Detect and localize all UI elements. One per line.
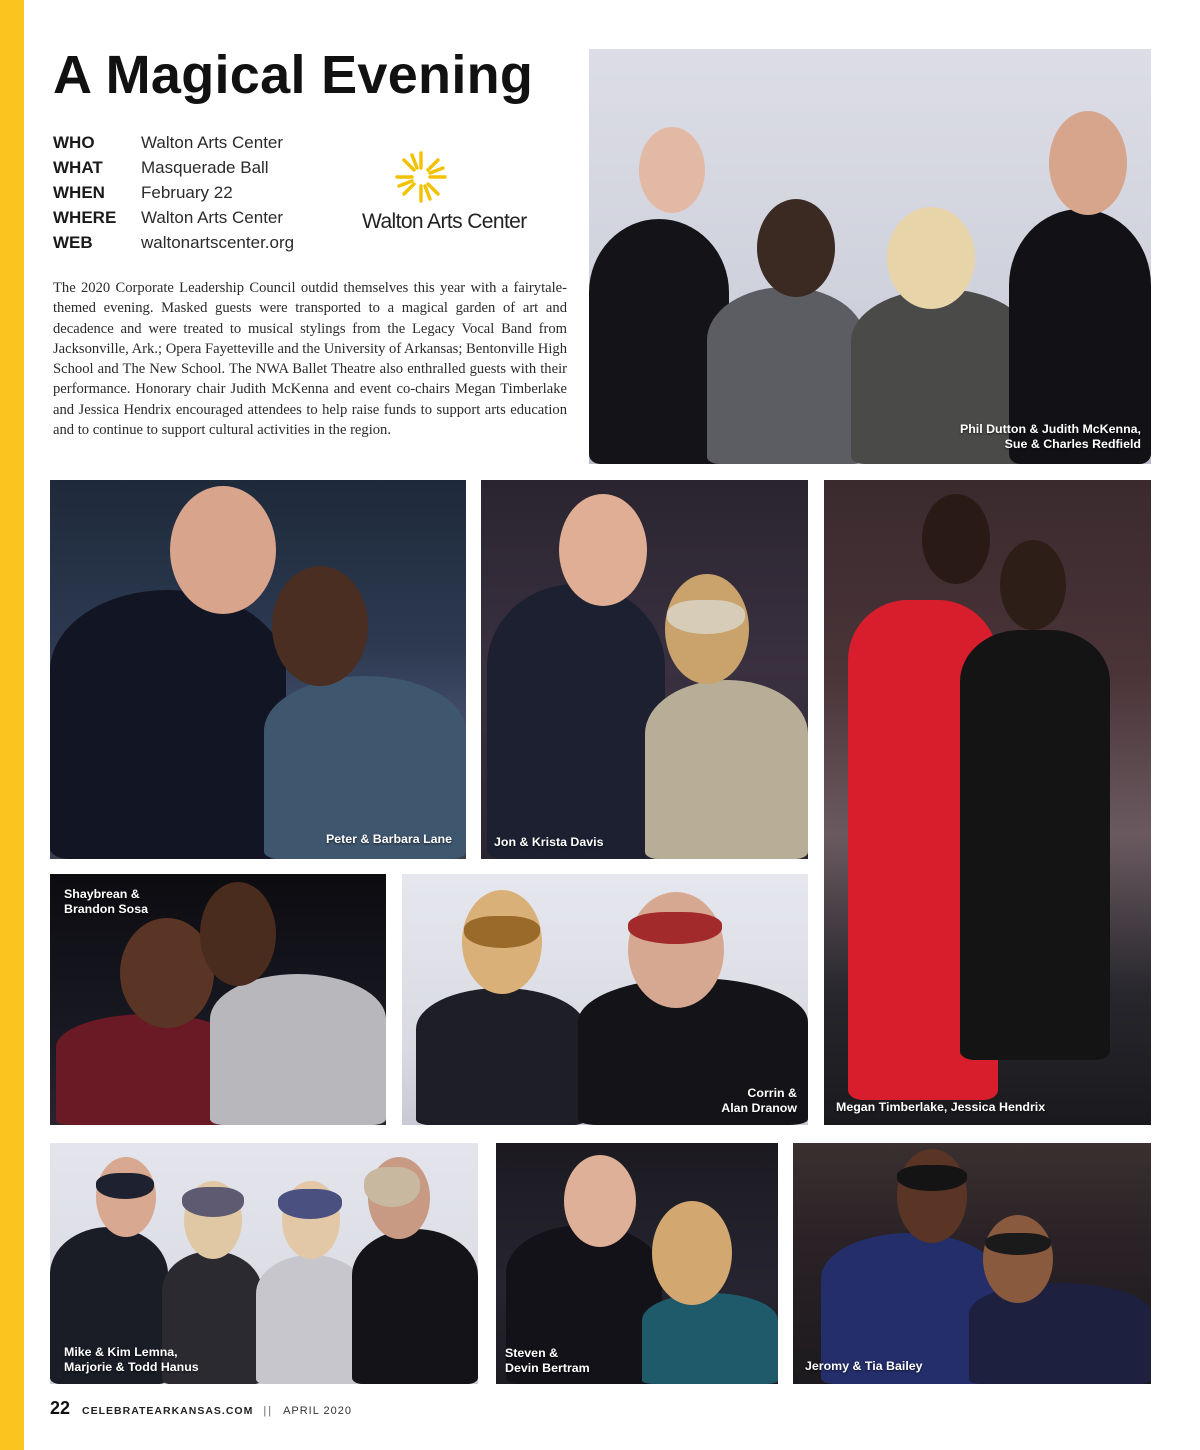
footer-separator: || — [263, 1405, 274, 1417]
photo-caption — [505, 1346, 590, 1376]
guest-head — [564, 1155, 636, 1247]
page-footer — [50, 1398, 352, 1419]
guest-figure — [210, 974, 386, 1125]
masquerade-mask — [96, 1173, 154, 1199]
caption-line: Corrin & — [747, 1086, 797, 1100]
masquerade-mask — [667, 600, 745, 634]
intro-paragraph: The 2020 Corporate Leadership Council outdid themselves this year with a fairytale-themed evening. Masked guests were transported to a magical garden of art and decadence and were treated to musical stylings from the Legacy Vocal Band from Jacksonville, Ark.; Opera Fayetteville and the University of Arkansas; Bentonville High School and The New School. The NWA Ballet Theatre also enthralled guests with their performance. Honorary chair Judith McKenna and event co-chairs Megan Timberlake and Jessica Hendrix encouraged attendees to help raise funds to support arts education and to continue to support cultural activities in the region. — [53, 280, 567, 439]
guest-head — [639, 127, 705, 213]
guest-head — [983, 1215, 1053, 1303]
fact-row-where — [53, 205, 294, 230]
guest-figure — [969, 1283, 1151, 1384]
guest-head — [887, 207, 975, 309]
fact-value: February 22 — [141, 182, 233, 202]
photo-caption — [494, 835, 604, 850]
guest-figure — [256, 1255, 366, 1384]
fact-row-web — [53, 230, 294, 255]
caption-line: Steven & — [505, 1346, 559, 1360]
yellow-accent-bar — [0, 0, 24, 1450]
caption-line: Devin Bertram — [505, 1361, 590, 1375]
photo-caption — [721, 1086, 797, 1116]
guest-head — [897, 1149, 967, 1243]
photo-corrin-alan-dranow — [402, 874, 808, 1125]
footer-site: CELEBRATEARKANSAS.COM — [82, 1405, 254, 1417]
fact-row-who — [53, 130, 294, 155]
caption-line: Phil Dutton & Judith McKenna, — [959, 422, 1141, 436]
photo-jon-krista-davis — [481, 480, 808, 859]
guest-head — [757, 199, 835, 297]
guest-figure — [50, 590, 286, 859]
starburst-logo-icon — [394, 150, 448, 204]
fact-value: Walton Arts Center — [141, 207, 284, 227]
photo-caption — [805, 1359, 923, 1374]
caption-line: Jon & Krista Davis — [494, 835, 604, 849]
footer-date: APRIL 2020 — [283, 1405, 352, 1417]
masquerade-mask — [182, 1187, 244, 1217]
photo-jeromy-tia-bailey — [793, 1143, 1151, 1384]
masquerade-mask — [985, 1233, 1051, 1255]
photo-dutton-mckenna-redfield — [589, 49, 1151, 464]
photo-timberlake-hendrix — [824, 480, 1151, 1125]
caption-line: Peter & Barbara Lane — [325, 832, 452, 846]
guest-head — [1049, 111, 1127, 215]
guest-figure — [707, 287, 865, 464]
guest-head — [652, 1201, 732, 1305]
guest-head — [628, 892, 724, 1008]
fact-label: WHAT — [53, 157, 103, 177]
page-number: 22 — [50, 1398, 71, 1418]
photo-peter-barbara-lane — [50, 480, 466, 859]
guest-figure — [487, 584, 665, 859]
caption-line: Sue & Charles Redfield — [1004, 437, 1141, 451]
event-facts — [53, 130, 294, 255]
fact-value: Walton Arts Center — [141, 132, 284, 152]
fact-label: WEB — [53, 232, 93, 252]
guest-head — [1000, 540, 1066, 630]
masquerade-mask — [364, 1167, 420, 1207]
photo-steven-devin-bertram — [496, 1143, 778, 1384]
caption-line: Alan Dranow — [721, 1101, 797, 1115]
masquerade-mask — [464, 916, 540, 948]
fact-value: Masquerade Ball — [141, 157, 269, 177]
masquerade-mask — [278, 1189, 342, 1219]
walton-arts-center-logo — [362, 150, 544, 240]
fact-label: WHEN — [53, 182, 105, 202]
page-title: A Magical Evening — [53, 45, 534, 105]
caption-line: Marjorie & Todd Hanus — [64, 1360, 199, 1374]
caption-line: Shaybrean & — [64, 887, 140, 901]
photo-caption — [960, 422, 1141, 452]
photo-caption — [64, 1345, 199, 1375]
guest-figure — [645, 680, 808, 859]
guest-figure — [352, 1229, 478, 1384]
caption-line: Mike & Kim Lemna, — [64, 1345, 178, 1359]
photo-caption — [836, 1100, 1045, 1115]
photo-caption — [64, 887, 148, 917]
guest-figure — [416, 988, 586, 1125]
photo-lemna-hanus — [50, 1143, 478, 1384]
guest-head — [170, 486, 276, 614]
caption-line: Brandon Sosa — [64, 902, 148, 916]
fact-row-what — [53, 155, 294, 180]
caption-line: Jeromy & Tia Bailey — [805, 1359, 923, 1373]
masquerade-mask — [628, 912, 722, 944]
fact-label: WHERE — [53, 207, 117, 227]
guest-figure — [960, 630, 1110, 1060]
masquerade-mask — [897, 1165, 967, 1191]
fact-row-when — [53, 180, 294, 205]
fact-label: WHO — [53, 132, 95, 152]
guest-head — [272, 566, 368, 686]
website-link[interactable]: waltonartscenter.org — [141, 232, 295, 252]
photo-shaybrean-brandon-sosa — [50, 874, 386, 1125]
caption-line: Megan Timberlake, Jessica Hendrix — [836, 1100, 1046, 1114]
photo-caption — [326, 832, 452, 847]
guest-figure — [642, 1293, 778, 1384]
guest-head — [200, 882, 276, 986]
logo-wordmark: Walton Arts Center — [362, 210, 527, 233]
guest-head — [559, 494, 647, 606]
guest-head — [922, 494, 990, 584]
